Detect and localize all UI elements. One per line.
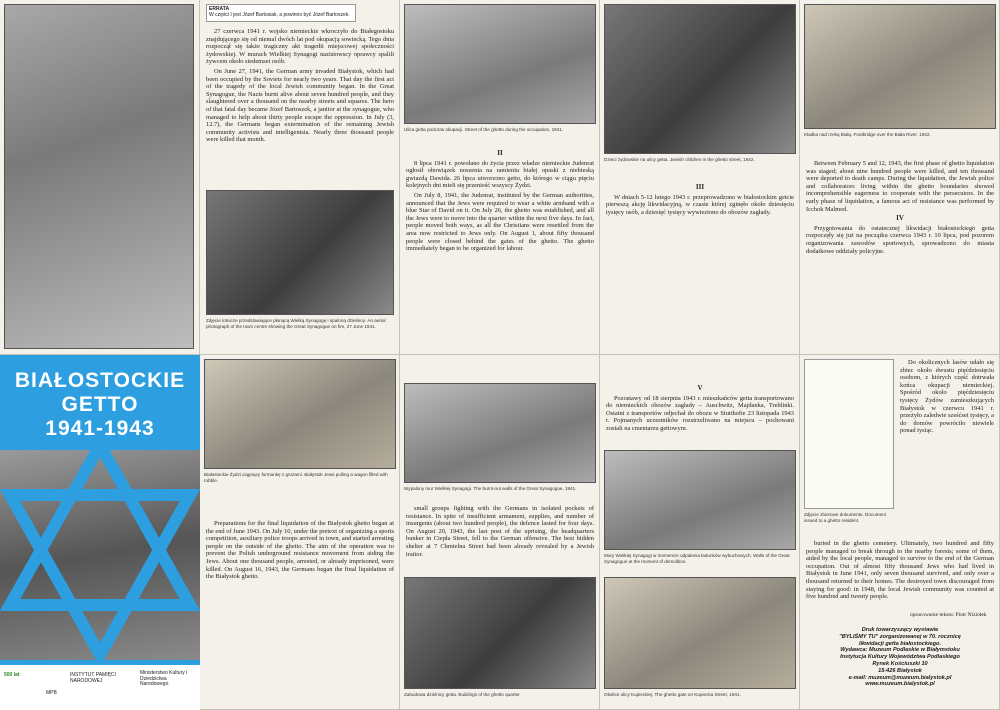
footer-line-4: Wydawca: Muzeum Podlaskie w Białymstoku (840, 647, 960, 654)
section-2-en: On July 8, 1941, the Judenrat, instituted by the German authorities, announced that the Jews were required to wear a white armband with a blue Star of David on it. On July 26, the ghetto was established, and all the Jews were to move into the quarter within the next five days. In fact, people moved both ways, as all the Christians were resettled from the area now restricted to Jews only. On August 1, about fifty thousand people were closed behind the gates of the ghetto. The ghetto immediately began to be organized for labour. (406, 191, 594, 253)
caption-7: Mury Wielkiej Synagogi w momencie odpalenia ładunków wybuchowych. Walls of the Great Synagogue at the moment of demolition. (604, 553, 790, 564)
panel-4-top (600, 0, 800, 355)
panel-2-bottom (200, 355, 400, 710)
photo-synagogue-ruins (404, 383, 596, 483)
errata-box (206, 4, 356, 22)
section-1-pl: 27 czerwca 1941 r. wojsko niemieckie wkroczyło do Białegostoku znajdującego się od niemal dwóch lat pod okupacją sowiecką. Tego dnia rozpoczął się także tragiczny akt tragedii miejscowej społeczności żydowskiej. W murach Wielkiej Synagogi nazistowscy oprawcy spalili żywcem około siedemset osób. (206, 28, 394, 66)
roman-5: V (697, 384, 703, 392)
panel-3-bottom (400, 355, 600, 710)
section-4-pl: Przygotowania do ostatecznej likwidacji białostockiego getta rozpoczęły się już na początku czerwca 1943 r. 10 lipca, pod pozorem organizowania zawodów sportowych, sprowadzono do miasta dodatkowe oddziały policyjne. (806, 224, 994, 255)
logos-bar (0, 665, 200, 710)
section-5-text (606, 383, 794, 435)
logo-ipn: INSTYTUT PAMIĘCI NARODOWEJ (70, 672, 116, 684)
section-6-pl-text (900, 359, 994, 437)
photo-ghetto-street (404, 4, 596, 124)
photo-burning-synagogue (206, 190, 394, 315)
section-5-en-text (406, 505, 594, 560)
photo-children (604, 4, 796, 154)
errata-title: ERRATA (209, 6, 230, 12)
footer-line-1: Druk towarzyszący wystawie (861, 627, 939, 633)
footer-line-8: e-mail: muzeum@muzeum.bialystok.pl (848, 674, 952, 681)
errata-text: W części I jest Józef Bartosiak, a powinno być Józef Bartoszek. (209, 12, 350, 18)
caption-4: Kładka nad rzeką Białą. Footbridge over the Biała River, 1942. (804, 132, 931, 137)
section-3-text (606, 182, 794, 218)
section-2-text (406, 148, 594, 255)
caption-3: Dzieci żydowskie na ulicy getta. Jewish children in the ghetto street, 1942. (604, 157, 755, 162)
logo-500-lat: 500 lat (4, 672, 20, 678)
section-6-pl: Do okolicznych lasów udało się zbiec około dwustu pięćdziesięciu osobom, z których część dotrwała końca okupacji niemieckiej. Spośród około pięćdziesięciu tysięcy Żydów zamieszkujących Białystok w czerwcu 1941 r. przeżyło zaledwie sześćset tysięcy, a do domów powróciło niewiele ponad tysiąc. (900, 359, 994, 435)
section-6-en: buried in the ghetto cemetery. Ultimately, two hundred and fifty people managed to break through to the nearby forests; some of them, aided by the local people, managed to survive to the end of the German occupation. Out of almost fifty thousand Jews who had lived in Białystok in June 1941, only seven thousand survived, and only over a thousand returned to their homes. The destroyed town discouraged from staying for good: in 1948, the local Jewish community was counted at five hundred and twenty people. (806, 540, 994, 601)
caption-1: Zdjęcie lotnicze przedstawiające płonącą Wielką Synagogę i spaloną dzielnicę. An aerial photograph of the town centre showing the Great Synagogue on fire, 27 June 1941. (206, 318, 386, 329)
document-image (804, 359, 894, 509)
logo-mpb: MPB (46, 690, 57, 696)
footer-line-6: Rynek Kościuszki 10 (872, 660, 928, 667)
section-4-text (206, 520, 394, 583)
section-3-en-text (806, 160, 994, 257)
caption-9: Zabudowa dzielnicy getta. Buildings of the ghetto quarter. (404, 692, 521, 697)
text-credit: opracowanie tekstu: Piotr Niziołek (910, 612, 987, 618)
photo-snowy-street (4, 4, 194, 349)
roman-2: II (497, 149, 503, 157)
cover-title-line1: BIAŁOSTOCKIE (14, 369, 186, 392)
panel-4-bottom (600, 355, 800, 710)
section-5-en: small groups fighting with the Germans in isolated pockets of resistance. In spite of insufficient armament, supplies, and number of insurgents (about two hundred people), the defence lasted for four days. On August 20, 1943, the last post of the uprising, the headquarters bunker in Ciepła Street, fell to the German offensive. The best hidden shelter at 7 Chmielna Street had been already revealed by a Jewish traitor. (406, 505, 594, 558)
panel-5-bottom (800, 355, 1000, 710)
star-of-david-icon (0, 435, 200, 665)
footer-line-2: "BYLIŚMY TU" zorganizowanej w 70. rocznicę (839, 633, 961, 640)
footer-line-9: www.muzeum.bialystok.pl (865, 681, 935, 688)
photo-footbridge (804, 4, 996, 129)
section-1-text (206, 28, 394, 146)
caption-8: Zdjęcie zbiorowe dokumentu. Document issued to a ghetto resident. (804, 512, 886, 523)
section-2-pl: 8 lipca 1941 r. powołano do życia przez władze niemieckie Judenrat ogłosił obowiązek noszenia na ramieniu białej opaski z niebieską gwiazdą Dawida. 26 lipca utworzono getto, do którego w ciągu pięciu kolejnych dni mieli się przenieść wszyscy Żydzi. (406, 159, 594, 190)
caption-2: Ulica getta podczas okupacji. Street of the ghetto during the occupation, 1941. (404, 127, 564, 132)
section-1-en: On June 27, 1941, the German army invaded Białystok, which had been occupied by the Soviets for nearly two years. That day the first act of the tragedy of the local Jewish community began. In the Great Synagogue, the Nazis burnt alive about seven hundred people, and they slaughtered over a thousand on the nearby streets and squares. The hero of that fatal day became Józef Bartoszek, a janitor at the synagogue, who managed to help about thirty people escape the oppression. In July (3, 12.7), the Germans began extermination of the remaining Jewish community activists and intelligentsia. Nearly three thousand people were killed that month. (206, 67, 394, 144)
photo-buildings (404, 577, 596, 689)
panel-top-left (0, 0, 200, 355)
cover-title-line2: GETTO (61, 393, 139, 416)
cover-title-line3: 1941-1943 (45, 417, 155, 440)
footer-line-5: Instytucja Kultury Województwa Podlaskiego (840, 654, 960, 661)
panel-5-top (800, 0, 1000, 355)
section-3-pl: W dniach 5-12 lutego 1943 r. przeprowadzono w białostockim getcie pierwszą akcję likwidacyjną, w czasie której zginęło około dziesięciu tysięcy osób, a dziesięć tysięcy wywieziono do obozów zagłady. (606, 193, 794, 216)
caption-6: Wypalony mur Wielkiej Synagogi. The burnt-out walls of the Great Synagogue, 1941. (404, 486, 577, 491)
photo-ghetto-gate (604, 577, 796, 689)
section-6-en-text (806, 540, 994, 603)
section-5-pl: Pozostawy od 18 sierpnia 1943 r. mieszkańców getta transportowano do niemieckich obozów zagłady – Auschwitz, Majdanka, Treblinki. Ostatni z transportów odjechał do obozu w Stutthofie 23 listopada 1943 r. Pojmanych uczestników rozstrzeliwano na miejscu – pochowani zostali na cmentarzu gettowym. (606, 394, 794, 432)
footer-line-3: likwidacji getta białostockiego. (858, 640, 942, 647)
logo-ministry: Ministerstwo Kultury i Dziedzictwa Narodowego (140, 670, 188, 688)
section-3-en: Between February 5 and 12, 1943, the first phase of ghetto liquidation was staged; about nine hundred people were killed, and ten thousand were deported to death camps. During the liquidation, the Jewish police and collaborators living within the ghetto boundaries showed incomprehensible eagerness to cooperate with the persecutors. In the early phase of liquidation, a famous act of resistance was performed by Icchok Malmed. (806, 160, 994, 213)
footer-info (806, 627, 994, 688)
cover-panel (0, 355, 200, 710)
panel-2-top (200, 0, 400, 355)
footer-line-7: 15-426 Białystok (878, 667, 922, 674)
section-4-en: Preparations for the final liquidation of the Białystok ghetto began at the end of June 1943. On July 10, under the pretext of organizing a sports competition, auxiliary police troops arrived in town, and started arresting people on the outside of the ghetto. The aim of the operation was to prevent the Polish underground resistance movement from aiding the Jews. About one thousand people, arrested, or already imprisoned, were killed. On August 16, 1943, the Germans began the final liquidation of the Białystok ghetto. (206, 520, 395, 581)
roman-4: IV (896, 214, 904, 223)
caption-5: Białostockie Żydzi ciągnący furmankę z gruzami. Białystok Jews pulling a wagon filled with rubble. (204, 472, 388, 483)
photo-rubble-wagon (204, 359, 396, 469)
roman-3: III (695, 183, 705, 191)
caption-10: Okolice ulicy Kupieckiej. The ghetto gate on Kupiecka Street, 1941. (604, 692, 741, 697)
photo-demolition (604, 450, 796, 550)
panel-3-top (400, 0, 600, 355)
